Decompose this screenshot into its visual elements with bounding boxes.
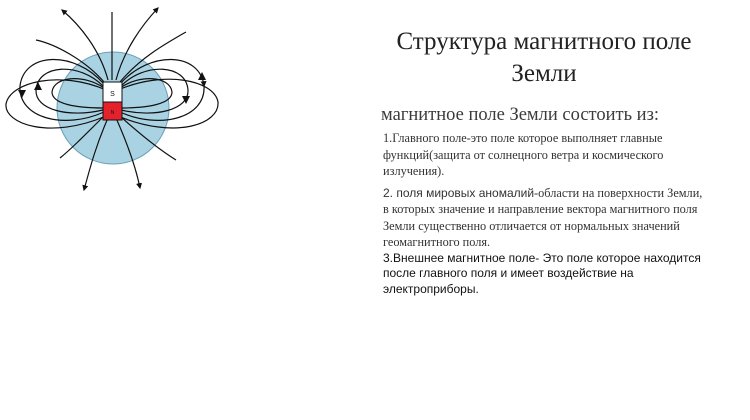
arrow-icon bbox=[18, 90, 26, 98]
text-line: функций(защита от солнецного ветра и космического bbox=[383, 147, 664, 162]
text-line: в которых значение и направление вектора магнитного поля bbox=[383, 202, 698, 216]
bar-magnet bbox=[103, 82, 122, 120]
text-line bbox=[383, 185, 733, 202]
arrow-icon bbox=[34, 82, 42, 90]
text-line: 1.Главного поле-это поле которое выполняет главные bbox=[383, 131, 663, 145]
item-lead: 2. поля мировых аномалий bbox=[383, 185, 535, 200]
text-line: после главного поля и имеет воздействие на bbox=[383, 266, 634, 280]
magnet-north-label: N bbox=[110, 110, 115, 116]
slide-subtitle: магнитное поле Земли состоить из: bbox=[381, 105, 660, 125]
item-lead-rest: -области на поверхности Земли, bbox=[534, 185, 703, 200]
magnet-south-label: S bbox=[110, 91, 115, 98]
title-line: Земли bbox=[511, 60, 577, 87]
text-line: электроприборы. bbox=[383, 281, 479, 296]
text-line: 3.Внешнее магнитное поле- Это поле которое находится bbox=[383, 250, 701, 265]
slide-title bbox=[378, 26, 710, 90]
title-line: Структура магнитного поле bbox=[396, 28, 692, 55]
text-line: Земли существенно отличается от нормальных значений bbox=[383, 218, 680, 233]
earth-magnetic-field-diagram bbox=[0, 0, 230, 200]
list-item bbox=[383, 185, 733, 251]
text-line: геомагнитного поля. bbox=[383, 235, 491, 249]
list-item bbox=[383, 251, 733, 298]
list-item bbox=[383, 130, 733, 180]
slide-body bbox=[383, 130, 733, 297]
text-line: излучения). bbox=[383, 164, 445, 178]
